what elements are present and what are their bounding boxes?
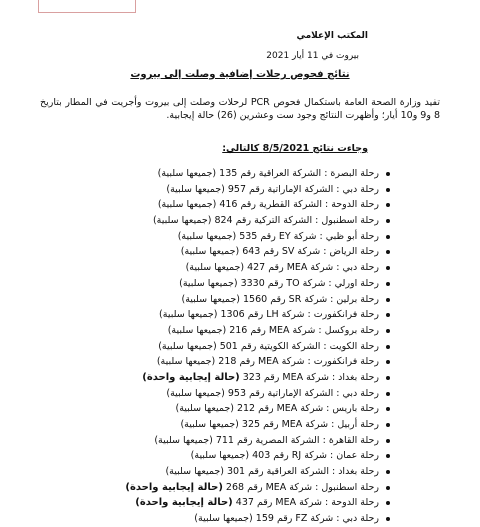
flight-list-item [125, 260, 379, 276]
flight-text: رحلة باريس : شركة MEA رقم 212 (جميعها سلبية) [175, 403, 379, 415]
flight-list-item [125, 464, 379, 480]
flight-list-item [125, 292, 379, 308]
flight-text: رحلة الدوحة : شركة MEA رقم 437 [235, 497, 379, 509]
flight-list-item [125, 480, 379, 496]
flight-list-item [125, 197, 379, 213]
flight-text: رحلة فرانكفورت : شركة MEA رقم 218 (جميعها سلبية) [156, 356, 379, 368]
flight-text: رحلة بغداد : الشركة العراقية رقم 301 (جميعها سلبية) [165, 466, 379, 478]
flight-list-item [125, 433, 379, 449]
flight-text: رحلة دبي : شركة FZ رقم 159 (جميعها سلبية) [194, 513, 379, 525]
flight-text: رحلة الرياض : شركة SV رقم 643 (جميعها سلبية) [180, 246, 379, 258]
flight-list-item [125, 448, 379, 464]
flight-list-item [125, 307, 379, 323]
office-name: المكتب الإعلامي [296, 31, 368, 41]
flight-text: رحلة القاهرة : الشركة المصرية رقم 711 (جميعها سلبية) [154, 434, 379, 446]
flight-text: رحلة بروكسل : شركة MEA رقم 216 (جميعها سلبية) [167, 324, 379, 336]
flight-text: رحلة دبي : شركة MEA رقم 427 (جميعها سلبية) [185, 262, 379, 274]
flight-text: رحلة أبو ظبي : شركة EY رقم 535 (جميعها سلبية) [177, 230, 379, 242]
positive-case-note: (حالة إيجابية واحدة) [135, 497, 233, 509]
flight-list-item [125, 354, 379, 370]
flight-list-item [125, 370, 379, 386]
flight-text: رحلة برلين : شركة SR رقم 1560 (جميعها سلبية) [181, 293, 379, 305]
letterhead-frame [38, 0, 136, 13]
flight-list-item [125, 339, 379, 355]
flight-list-item [125, 511, 379, 527]
flight-list-item [125, 244, 379, 260]
flight-list-item [125, 213, 379, 229]
flight-list-item [125, 495, 379, 511]
flight-text: رحلة دبي : الشركة الإماراتية رقم 953 (جميعها سلبية) [166, 387, 379, 399]
flight-list-item [125, 276, 379, 292]
flight-text: رحلة عمان : شركة RJ رقم 403 (جميعها سلبية) [190, 450, 379, 462]
flight-text: رحلة الدوحة : الشركة القطرية رقم 416 (جميعها سلبية) [157, 199, 379, 211]
flight-text: رحلة اسطنبول : شركة MEA رقم 268 [225, 481, 379, 493]
flight-text: رحلة فرانكفورت : شركة LH رقم 1306 (جميعها سلبية) [159, 309, 379, 321]
body-paragraph: تفيد وزارة الصحة العامة باستكمال فحوص PCR لرحلات وصلت إلى بيروت وأجريت في المطار بتاريخ 8 و9 و10 أيار؛ وأظهرت النتائج وجود ست وعشرين (26) حالة إيجابية. [40, 97, 440, 121]
document-date: بيروت في 11 أيار 2021 [266, 51, 359, 61]
results-subheading: وجاءت نتائج 8/5/2021 كالتالي: [222, 143, 368, 154]
flight-list-item [125, 417, 379, 433]
flight-text: رحلة اسطنبول : الشركة التركية رقم 824 (جميعها سلبية) [152, 215, 379, 227]
positive-case-note: (حالة إيجابية واحدة) [125, 481, 223, 493]
flight-text: رحلة اورلي : شركة TO رقم 3330 (جميعها سلبية) [179, 277, 379, 289]
flight-text: رحلة الكويت : الشركة الكويتية رقم 501 (جميعها سلبية) [158, 340, 379, 352]
flight-text: رحلة البصرة : الشركة العراقية رقم 135 (جميعها سلبية) [157, 168, 379, 179]
flight-text: رحلة دبي : الشركة الإماراتية رقم 957 (جميعها سلبية) [166, 183, 379, 195]
flight-list-item [125, 401, 379, 417]
flight-list-item [125, 386, 379, 402]
flight-results-list [125, 166, 393, 527]
flight-text: رحلة أربيل : شركة MEA رقم 325 (جميعها سلبية) [180, 419, 379, 430]
flight-list-item [125, 182, 379, 198]
flight-list-item [125, 323, 379, 339]
page-title: نتائج فحوص رحلات إضافية وصلت إلى بيروت [130, 69, 350, 80]
flight-list-item [125, 229, 379, 245]
positive-case-note: (حالة إيجابية واحدة) [142, 371, 240, 383]
flight-text: رحلة بغداد : شركة MEA رقم 323 [242, 371, 379, 383]
flight-list-item [125, 166, 379, 182]
